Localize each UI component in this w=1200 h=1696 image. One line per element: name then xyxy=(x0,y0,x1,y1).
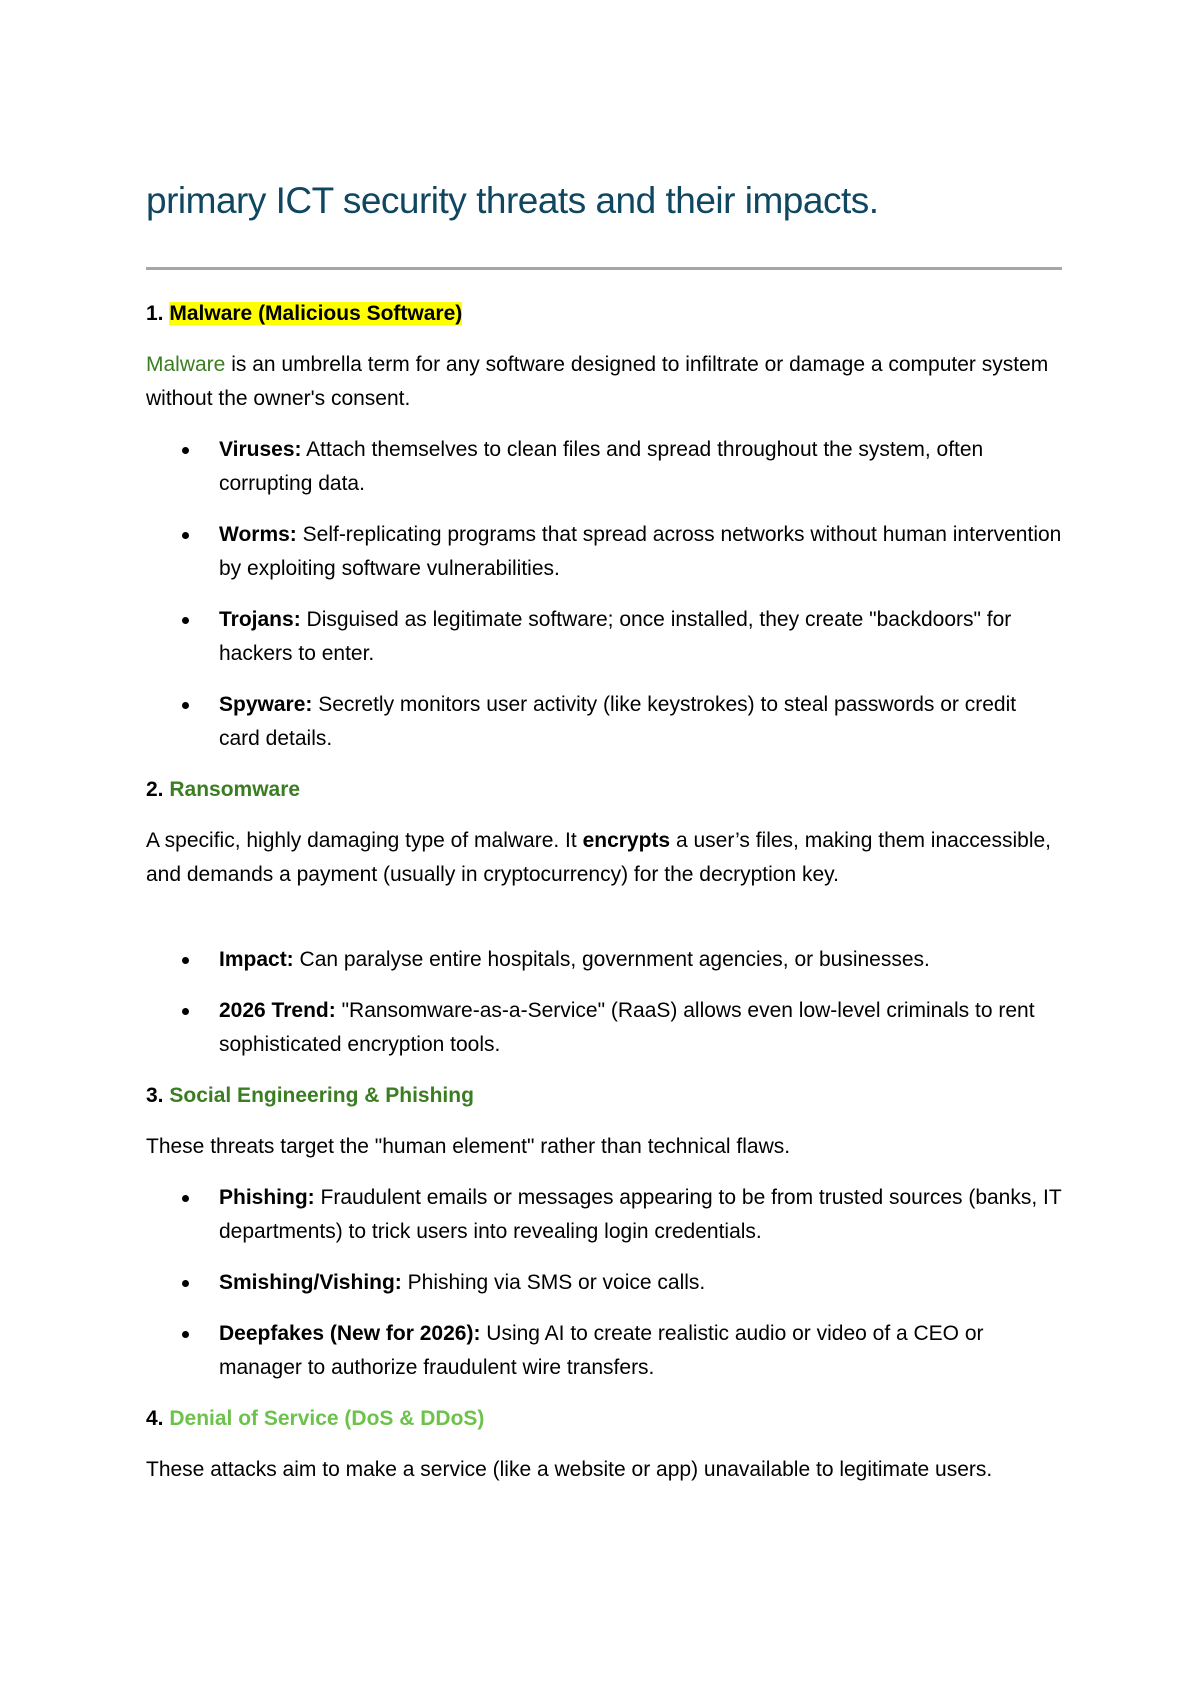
bullet-term: Smishing/Vishing: xyxy=(219,1271,402,1294)
bullet-marker xyxy=(182,957,189,964)
bullet-text: Disguised as legitimate software; once installed, they create "backdoors" for hackers to enter. xyxy=(219,608,1012,665)
bullet-term: Impact: xyxy=(219,948,294,971)
bullet-text: Using AI to create realistic audio or video of a CEO or manager to authorize fraudulent wire transfers. xyxy=(219,1322,984,1379)
section-4-title: Denial of Service (DoS & DDoS) xyxy=(169,1407,485,1430)
bullet-term: Phishing: xyxy=(219,1186,315,1209)
section-2-heading xyxy=(146,773,1062,807)
section-4-heading xyxy=(146,1402,1062,1436)
section-2-title: Ransomware xyxy=(169,778,301,801)
section-1-intro-term: Malware xyxy=(146,353,226,376)
bullet-term: Spyware: xyxy=(219,693,313,716)
section-1-title: Malware (Malicious Software) xyxy=(169,302,463,325)
section-1-intro-text: is an umbrella term for any software designed to infiltrate or damage a computer system without the owner's consent. xyxy=(146,353,1049,410)
section-2-intro xyxy=(146,824,1062,892)
bullet-marker xyxy=(182,702,189,709)
section-3-heading xyxy=(146,1079,1062,1113)
bullet-text: Attach themselves to clean files and spread throughout the system, often corrupting data. xyxy=(219,438,984,495)
section-2-intro-bold: encrypts xyxy=(582,829,671,852)
title-divider xyxy=(146,267,1062,270)
bullet-marker xyxy=(182,1280,189,1287)
section-3-number: 3. xyxy=(146,1084,170,1107)
bullet-term: Trojans: xyxy=(219,608,301,631)
section-2-intro-text-a: A specific, highly damaging type of malware. It xyxy=(146,829,583,852)
document-title: primary ICT security threats and their impacts. xyxy=(146,180,879,221)
bullet-term: Worms: xyxy=(219,523,297,546)
bullet-term: 2026 Trend: xyxy=(219,999,336,1022)
section-4-intro: These attacks aim to make a service (like a website or app) unavailable to legitimate users. xyxy=(146,1458,993,1481)
bullet-marker xyxy=(182,447,189,454)
bullet-text: Self-replicating programs that spread across networks without human intervention by exploiting software vulnerabilities. xyxy=(219,523,1062,580)
bullet-marker xyxy=(182,532,189,539)
section-3-title: Social Engineering & Phishing xyxy=(169,1084,474,1107)
bullet-text: Phishing via SMS or voice calls. xyxy=(401,1271,706,1294)
bullet-marker xyxy=(182,1331,189,1338)
section-1-number: 1. xyxy=(146,302,170,325)
bullet-text: Can paralyse entire hospitals, government agencies, or businesses. xyxy=(293,948,930,971)
section-3-intro: These threats target the "human element" rather than technical flaws. xyxy=(146,1135,791,1158)
bullet-text: "Ransomware-as-a-Service" (RaaS) allows even low-level criminals to rent sophisticated encryption tools. xyxy=(219,999,1035,1056)
section-2-intro-text-b: a user’s files, making them inaccessible, and demands a payment (usually in cryptocurrency) for the decryption key. xyxy=(146,829,1052,886)
bullet-marker xyxy=(182,1195,189,1202)
bullet-term: Deepfakes (New for 2026): xyxy=(219,1322,481,1345)
section-4-number: 4. xyxy=(146,1407,170,1430)
bullet-marker xyxy=(182,1008,189,1015)
bullet-text: Secretly monitors user activity (like keystrokes) to steal passwords or credit card details. xyxy=(219,693,1017,750)
section-1-intro xyxy=(146,348,1062,416)
bullet-marker xyxy=(182,617,189,624)
section-2-number: 2. xyxy=(146,778,170,801)
bullet-term: Viruses: xyxy=(219,438,302,461)
section-1-heading xyxy=(146,297,1062,331)
bullet-text: Fraudulent emails or messages appearing to be from trusted sources (banks, IT departments) to trick users into revealing login credentials. xyxy=(219,1186,1062,1243)
